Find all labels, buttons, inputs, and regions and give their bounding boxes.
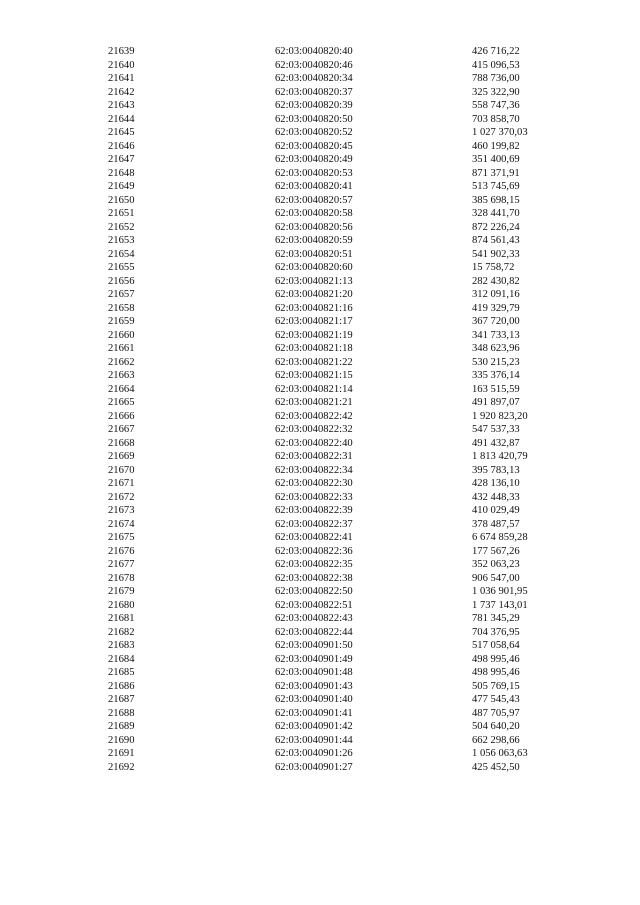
- row-number: 21687: [108, 694, 135, 705]
- cadastral-value: 662 298,66: [472, 734, 520, 746]
- row-number: 21643: [108, 100, 135, 111]
- left-margin-cell: [0, 221, 108, 235]
- left-margin-cell: [0, 329, 108, 343]
- table-row: [0, 410, 640, 424]
- cadastral-number: 62:03:0040821:16: [275, 302, 353, 314]
- cadastral-number: 62:03:0040822:39: [275, 505, 353, 516]
- cadastral-value: 871 371,91: [472, 167, 520, 179]
- left-margin-cell: [0, 518, 108, 532]
- left-margin-cell: [0, 140, 108, 154]
- table-row: [0, 86, 640, 100]
- cadastral-value: 541 902,33: [472, 248, 520, 260]
- table-row: [0, 720, 640, 734]
- row-number: 21676: [108, 545, 135, 557]
- table-row: [0, 531, 640, 545]
- row-number: 21684: [108, 653, 135, 665]
- row-number: 21646: [108, 140, 135, 152]
- table-row: [0, 464, 640, 478]
- left-margin-cell: [0, 707, 108, 721]
- cadastral-value: 328 441,70: [472, 208, 520, 219]
- table-row: [0, 342, 640, 356]
- cadastral-value: 781 345,29: [472, 613, 520, 624]
- table-row: [0, 477, 640, 491]
- cadastral-value: 410 029,49: [472, 505, 520, 516]
- table-row: [0, 599, 640, 613]
- cadastral-number: 62:03:0040820:41: [275, 181, 353, 192]
- table-row: [0, 113, 640, 127]
- left-margin-cell: [0, 720, 108, 734]
- left-margin-cell: [0, 558, 108, 572]
- row-number: 21677: [108, 559, 135, 570]
- table-row: [0, 450, 640, 464]
- cadastral-number: 62:03:0040901:41: [275, 707, 353, 719]
- left-margin-cell: [0, 761, 108, 775]
- table-row: [0, 653, 640, 667]
- cadastral-value: 325 322,90: [472, 86, 520, 98]
- cadastral-number: 62:03:0040821:22: [275, 356, 353, 368]
- left-margin-cell: [0, 72, 108, 86]
- left-margin-cell: [0, 545, 108, 559]
- left-margin-cell: [0, 356, 108, 370]
- table-row: [0, 329, 640, 343]
- left-margin-cell: [0, 113, 108, 127]
- cadastral-number: 62:03:0040822:32: [275, 424, 353, 435]
- cadastral-number: 62:03:0040820:50: [275, 113, 353, 125]
- cadastral-value: 513 745,69: [472, 181, 520, 192]
- row-number: 21675: [108, 532, 135, 543]
- cadastral-value: 432 448,33: [472, 491, 520, 503]
- left-margin-cell: [0, 396, 108, 410]
- cadastral-value: 788 736,00: [472, 73, 520, 84]
- left-margin-cell: [0, 234, 108, 248]
- row-number: 21674: [108, 518, 135, 530]
- left-margin-cell: [0, 207, 108, 221]
- row-number: 21665: [108, 397, 135, 408]
- cadastral-number: 62:03:0040820:53: [275, 167, 353, 179]
- left-margin-cell: [0, 531, 108, 545]
- cadastral-number: 62:03:0040901:26: [275, 748, 353, 759]
- cadastral-value-table: [0, 45, 640, 774]
- row-number: 21679: [108, 586, 135, 597]
- cadastral-value: 547 537,33: [472, 424, 520, 435]
- row-number: 21645: [108, 127, 135, 138]
- table-row: [0, 248, 640, 262]
- row-number: 21669: [108, 451, 135, 462]
- cadastral-number: 62:03:0040820:40: [275, 46, 353, 57]
- table-row: [0, 707, 640, 721]
- table-row: [0, 167, 640, 181]
- cadastral-number: 62:03:0040901:48: [275, 667, 353, 678]
- left-margin-cell: [0, 167, 108, 181]
- cadastral-number: 62:03:0040901:40: [275, 694, 353, 705]
- cadastral-value: 477 545,43: [472, 694, 520, 705]
- cadastral-value: 335 376,14: [472, 370, 520, 381]
- table-row: [0, 180, 640, 194]
- table-row: [0, 680, 640, 694]
- table-row: [0, 315, 640, 329]
- left-margin-cell: [0, 734, 108, 748]
- left-margin-cell: [0, 666, 108, 680]
- row-number: 21691: [108, 748, 135, 759]
- left-margin-cell: [0, 59, 108, 73]
- cadastral-number: 62:03:0040820:39: [275, 100, 353, 111]
- cadastral-value: 874 561,43: [472, 235, 520, 246]
- left-margin-cell: [0, 693, 108, 707]
- left-margin-cell: [0, 572, 108, 586]
- row-number: 21689: [108, 721, 135, 732]
- row-number: 21682: [108, 626, 135, 638]
- left-margin-cell: [0, 383, 108, 397]
- left-margin-cell: [0, 585, 108, 599]
- row-number: 21664: [108, 383, 135, 395]
- cadastral-value: 1 036 901,95: [472, 586, 528, 597]
- cadastral-number: 62:03:0040820:45: [275, 140, 353, 152]
- table-row: [0, 545, 640, 559]
- cadastral-value: 505 769,15: [472, 680, 520, 692]
- left-margin-cell: [0, 261, 108, 275]
- left-margin-cell: [0, 315, 108, 329]
- table-body: [0, 45, 640, 774]
- table-row: [0, 356, 640, 370]
- left-margin-cell: [0, 747, 108, 761]
- table-row: [0, 612, 640, 626]
- row-number: 21663: [108, 370, 135, 381]
- cadastral-number: 62:03:0040821:21: [275, 397, 353, 408]
- left-margin-cell: [0, 86, 108, 100]
- cadastral-number: 62:03:0040822:34: [275, 464, 353, 476]
- cadastral-value: 312 091,16: [472, 289, 520, 300]
- cadastral-value: 498 995,46: [472, 653, 520, 665]
- cadastral-value: 906 547,00: [472, 572, 520, 584]
- table-row: [0, 288, 640, 302]
- row-number: 21651: [108, 208, 135, 219]
- cadastral-number: 62:03:0040820:37: [275, 86, 353, 98]
- table-row: [0, 572, 640, 586]
- left-margin-cell: [0, 437, 108, 451]
- cadastral-value: 1 027 370,03: [472, 127, 528, 138]
- cadastral-value: 415 096,53: [472, 59, 520, 71]
- cadastral-number: 62:03:0040820:51: [275, 248, 353, 260]
- cadastral-number: 62:03:0040820:49: [275, 154, 353, 165]
- cadastral-value: 1 056 063,63: [472, 748, 528, 759]
- cadastral-number: 62:03:0040822:44: [275, 626, 353, 638]
- row-number: 21647: [108, 154, 135, 165]
- row-number: 21690: [108, 734, 135, 746]
- cadastral-number: 62:03:0040820:52: [275, 127, 353, 138]
- left-margin-cell: [0, 126, 108, 140]
- row-number: 21673: [108, 505, 135, 516]
- cadastral-value: 395 783,13: [472, 464, 520, 476]
- cadastral-number: 62:03:0040821:19: [275, 329, 353, 341]
- cadastral-value: 491 897,07: [472, 397, 520, 408]
- cadastral-value: 15 758,72: [472, 262, 515, 273]
- row-number: 21656: [108, 275, 135, 287]
- cadastral-value: 6 674 859,28: [472, 532, 528, 543]
- cadastral-number: 62:03:0040901:49: [275, 653, 353, 665]
- table-row: [0, 126, 640, 140]
- cadastral-value: 558 747,36: [472, 100, 520, 111]
- left-margin-cell: [0, 653, 108, 667]
- row-number: 21641: [108, 73, 135, 84]
- row-number: 21652: [108, 221, 135, 233]
- cadastral-value: 419 329,79: [472, 302, 520, 314]
- row-number: 21667: [108, 424, 135, 435]
- cadastral-value: 487 705,97: [472, 707, 520, 719]
- cadastral-number: 62:03:0040901:27: [275, 761, 353, 773]
- cadastral-value: 491 432,87: [472, 437, 520, 449]
- cadastral-value: 872 226,24: [472, 221, 520, 233]
- left-margin-cell: [0, 302, 108, 316]
- cadastral-value: 282 430,82: [472, 275, 520, 287]
- left-margin-cell: [0, 477, 108, 491]
- left-margin-cell: [0, 153, 108, 167]
- left-margin-cell: [0, 369, 108, 383]
- row-number: 21686: [108, 680, 135, 692]
- table-row: [0, 275, 640, 289]
- cadastral-value: 428 136,10: [472, 478, 520, 489]
- left-margin-cell: [0, 99, 108, 113]
- cadastral-value: 504 640,20: [472, 721, 520, 732]
- row-number: 21685: [108, 667, 135, 678]
- table-row: [0, 234, 640, 248]
- cadastral-number: 62:03:0040820:34: [275, 73, 353, 84]
- left-margin-cell: [0, 275, 108, 289]
- cadastral-number: 62:03:0040822:30: [275, 478, 353, 489]
- table-row: [0, 585, 640, 599]
- cadastral-number: 62:03:0040822:36: [275, 545, 353, 557]
- table-row: [0, 194, 640, 208]
- cadastral-number: 62:03:0040820:56: [275, 221, 353, 233]
- cadastral-number: 62:03:0040822:42: [275, 410, 353, 422]
- table-row: [0, 437, 640, 451]
- row-number: 21653: [108, 235, 135, 246]
- left-margin-cell: [0, 504, 108, 518]
- cadastral-value: 378 487,57: [472, 518, 520, 530]
- cadastral-value: 385 698,15: [472, 194, 520, 206]
- cadastral-number: 62:03:0040822:41: [275, 532, 353, 543]
- cadastral-number: 62:03:0040822:51: [275, 599, 353, 611]
- table-row: [0, 59, 640, 73]
- cadastral-value: 498 995,46: [472, 667, 520, 678]
- table-row: [0, 734, 640, 748]
- row-number: 21649: [108, 181, 135, 192]
- table-row: [0, 558, 640, 572]
- left-margin-cell: [0, 410, 108, 424]
- cadastral-value: 348 623,96: [472, 343, 520, 354]
- cadastral-number: 62:03:0040821:13: [275, 275, 353, 287]
- cadastral-number: 62:03:0040822:38: [275, 572, 353, 584]
- row-number: 21681: [108, 613, 135, 624]
- cadastral-number: 62:03:0040821:15: [275, 370, 353, 381]
- cadastral-number: 62:03:0040901:43: [275, 680, 353, 692]
- left-margin-cell: [0, 423, 108, 437]
- table-row: [0, 396, 640, 410]
- row-number: 21662: [108, 356, 135, 368]
- left-margin-cell: [0, 639, 108, 653]
- cadastral-value: 1 920 823,20: [472, 410, 528, 422]
- cadastral-value: 704 376,95: [472, 626, 520, 638]
- cadastral-number: 62:03:0040822:37: [275, 518, 353, 530]
- row-number: 21650: [108, 194, 135, 206]
- cadastral-value: 703 858,70: [472, 113, 520, 125]
- table-row: [0, 518, 640, 532]
- cadastral-value: 517 058,64: [472, 640, 520, 651]
- row-number: 21655: [108, 262, 135, 273]
- cadastral-value: 426 716,22: [472, 46, 520, 57]
- cadastral-number: 62:03:0040820:57: [275, 194, 353, 206]
- row-number: 21680: [108, 599, 135, 611]
- cadastral-value: 1 813 420,79: [472, 451, 528, 462]
- row-number: 21639: [108, 46, 135, 57]
- left-margin-cell: [0, 248, 108, 262]
- table-row: [0, 72, 640, 86]
- row-number: 21678: [108, 572, 135, 584]
- table-row: [0, 747, 640, 761]
- left-margin-cell: [0, 612, 108, 626]
- cadastral-number: 62:03:0040821:14: [275, 383, 353, 395]
- table-row: [0, 369, 640, 383]
- cadastral-number: 62:03:0040820:59: [275, 235, 353, 246]
- left-margin-cell: [0, 342, 108, 356]
- cadastral-value: 352 063,23: [472, 559, 520, 570]
- cadastral-number: 62:03:0040821:17: [275, 316, 353, 327]
- cadastral-value: 351 400,69: [472, 154, 520, 165]
- table-row: [0, 693, 640, 707]
- table-row: [0, 423, 640, 437]
- cadastral-number: 62:03:0040901:44: [275, 734, 353, 746]
- table-row: [0, 491, 640, 505]
- table-row: [0, 207, 640, 221]
- left-margin-cell: [0, 450, 108, 464]
- row-number: 21661: [108, 343, 135, 354]
- row-number: 21672: [108, 491, 135, 503]
- left-margin-cell: [0, 464, 108, 478]
- cadastral-value: 1 737 143,01: [472, 599, 528, 611]
- left-margin-cell: [0, 194, 108, 208]
- left-margin-cell: [0, 45, 108, 59]
- table-row: [0, 626, 640, 640]
- row-number: 21671: [108, 478, 135, 489]
- cadastral-number: 62:03:0040820:60: [275, 262, 353, 273]
- cadastral-number: 62:03:0040822:50: [275, 586, 353, 597]
- cadastral-number: 62:03:0040901:50: [275, 640, 353, 651]
- table-row: [0, 383, 640, 397]
- cadastral-number: 62:03:0040822:40: [275, 437, 353, 449]
- cadastral-value: 341 733,13: [472, 329, 520, 341]
- row-number: 21660: [108, 329, 135, 341]
- cadastral-number: 62:03:0040821:20: [275, 289, 353, 300]
- row-number: 21659: [108, 316, 135, 327]
- cadastral-value: 367 720,00: [472, 316, 520, 327]
- table-row: [0, 639, 640, 653]
- cadastral-value: 163 515,59: [472, 383, 520, 395]
- cadastral-number: 62:03:0040822:43: [275, 613, 353, 624]
- row-number: 21683: [108, 640, 135, 651]
- cadastral-number: 62:03:0040901:42: [275, 721, 353, 732]
- table-row: [0, 302, 640, 316]
- left-margin-cell: [0, 491, 108, 505]
- table-row: [0, 261, 640, 275]
- row-number: 21642: [108, 86, 135, 98]
- left-margin-cell: [0, 599, 108, 613]
- table-row: [0, 221, 640, 235]
- cadastral-number: 62:03:0040821:18: [275, 343, 353, 354]
- table-row: [0, 140, 640, 154]
- table-row: [0, 504, 640, 518]
- row-number: 21644: [108, 113, 135, 125]
- cadastral-number: 62:03:0040822:35: [275, 559, 353, 570]
- cadastral-number: 62:03:0040822:33: [275, 491, 353, 503]
- row-number: 21658: [108, 302, 135, 314]
- row-number: 21648: [108, 167, 135, 179]
- row-number: 21657: [108, 289, 135, 300]
- table-row: [0, 153, 640, 167]
- cadastral-number: 62:03:0040822:31: [275, 451, 353, 462]
- row-number: 21670: [108, 464, 135, 476]
- left-margin-cell: [0, 288, 108, 302]
- left-margin-cell: [0, 626, 108, 640]
- cadastral-number: 62:03:0040820:46: [275, 59, 353, 71]
- row-number: 21654: [108, 248, 135, 260]
- table-row: [0, 666, 640, 680]
- row-number: 21666: [108, 410, 135, 422]
- table-row: [0, 761, 640, 775]
- row-number: 21668: [108, 437, 135, 449]
- row-number: 21640: [108, 59, 135, 71]
- cadastral-number: 62:03:0040820:58: [275, 208, 353, 219]
- left-margin-cell: [0, 180, 108, 194]
- table-row: [0, 45, 640, 59]
- table-row: [0, 99, 640, 113]
- left-margin-cell: [0, 680, 108, 694]
- cadastral-value: 177 567,26: [472, 545, 520, 557]
- cadastral-value: 425 452,50: [472, 761, 520, 773]
- row-number: 21688: [108, 707, 135, 719]
- cadastral-value: 530 215,23: [472, 356, 520, 368]
- cadastral-value: 460 199,82: [472, 140, 520, 152]
- row-number: 21692: [108, 761, 135, 773]
